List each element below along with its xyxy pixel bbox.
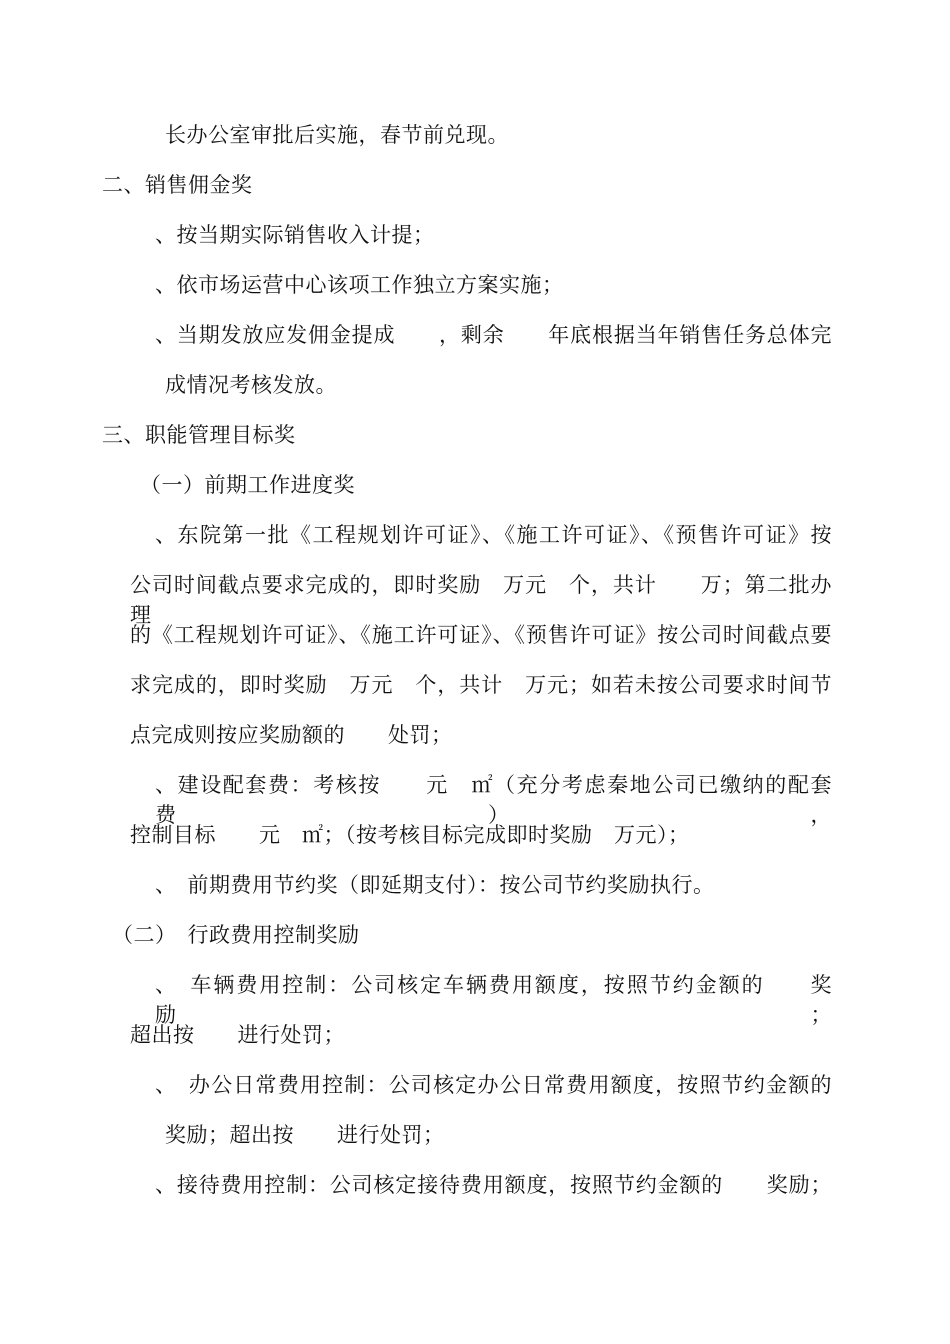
text-line-19: 超出按 进行处罚； [130,1023,345,1047]
text-line-15: 控制目标 元 ㎡；（按考核目标完成即时奖励 万元）； [130,823,690,847]
subsection-heading-early-work: （一）前期工作进度奖 [140,473,355,497]
text-line-14: 、建设配套费：考核按 元 ㎡（充分考虑秦地公司已缴纳的配套费）， [155,773,832,827]
text-line-5: 、当期发放应发佣金提成 ，剩余 年底根据当年销售任务总体完 [155,323,832,347]
subsection-heading-admin-cost: （二） 行政费用控制奖励 [112,923,360,947]
text-line-21: 奖励；超出按 进行处罚； [165,1123,445,1147]
text-line-9: 、东院第一批《工程规划许可证》、《施工许可证》、《预售许可证》按 [155,523,832,547]
text-line-1: 长办公室审批后实施，春节前兑现。 [165,123,509,147]
text-line-16: 、 前期费用节约奖（即延期支付）：按公司节约奖励执行。 [155,873,715,897]
text-line-10: 公司时间截点要求完成的，即时奖励 万元 个，共计 万；第二批办理 [130,573,832,627]
text-line-22: 、接待费用控制：公司核定接待费用额度，按照节约金额的 奖励； [155,1173,832,1197]
section-heading-sales-commission: 二、销售佣金奖 [102,173,253,197]
text-line-13: 点完成则按应奖励额的 处罚； [130,723,453,747]
text-line-11: 的《工程规划许可证》、《施工许可证》、《预售许可证》按公司时间截点要 [130,623,832,647]
text-line-3: 、按当期实际销售收入计提； [155,223,435,247]
text-line-6: 成情况考核发放。 [165,373,337,397]
text-line-4: 、依市场运营中心该项工作独立方案实施； [155,273,564,297]
text-line-20: 、 办公日常费用控制：公司核定办公日常费用额度，按照节约金额的 [155,1073,832,1097]
section-heading-function-management: 三、职能管理目标奖 [102,423,296,447]
text-line-18: 、 车辆费用控制：公司核定车辆费用额度，按照节约金额的 奖励； [155,973,832,1027]
text-line-12: 求完成的，即时奖励 万元 个，共计 万元；如若未按公司要求时间节 [130,673,832,697]
